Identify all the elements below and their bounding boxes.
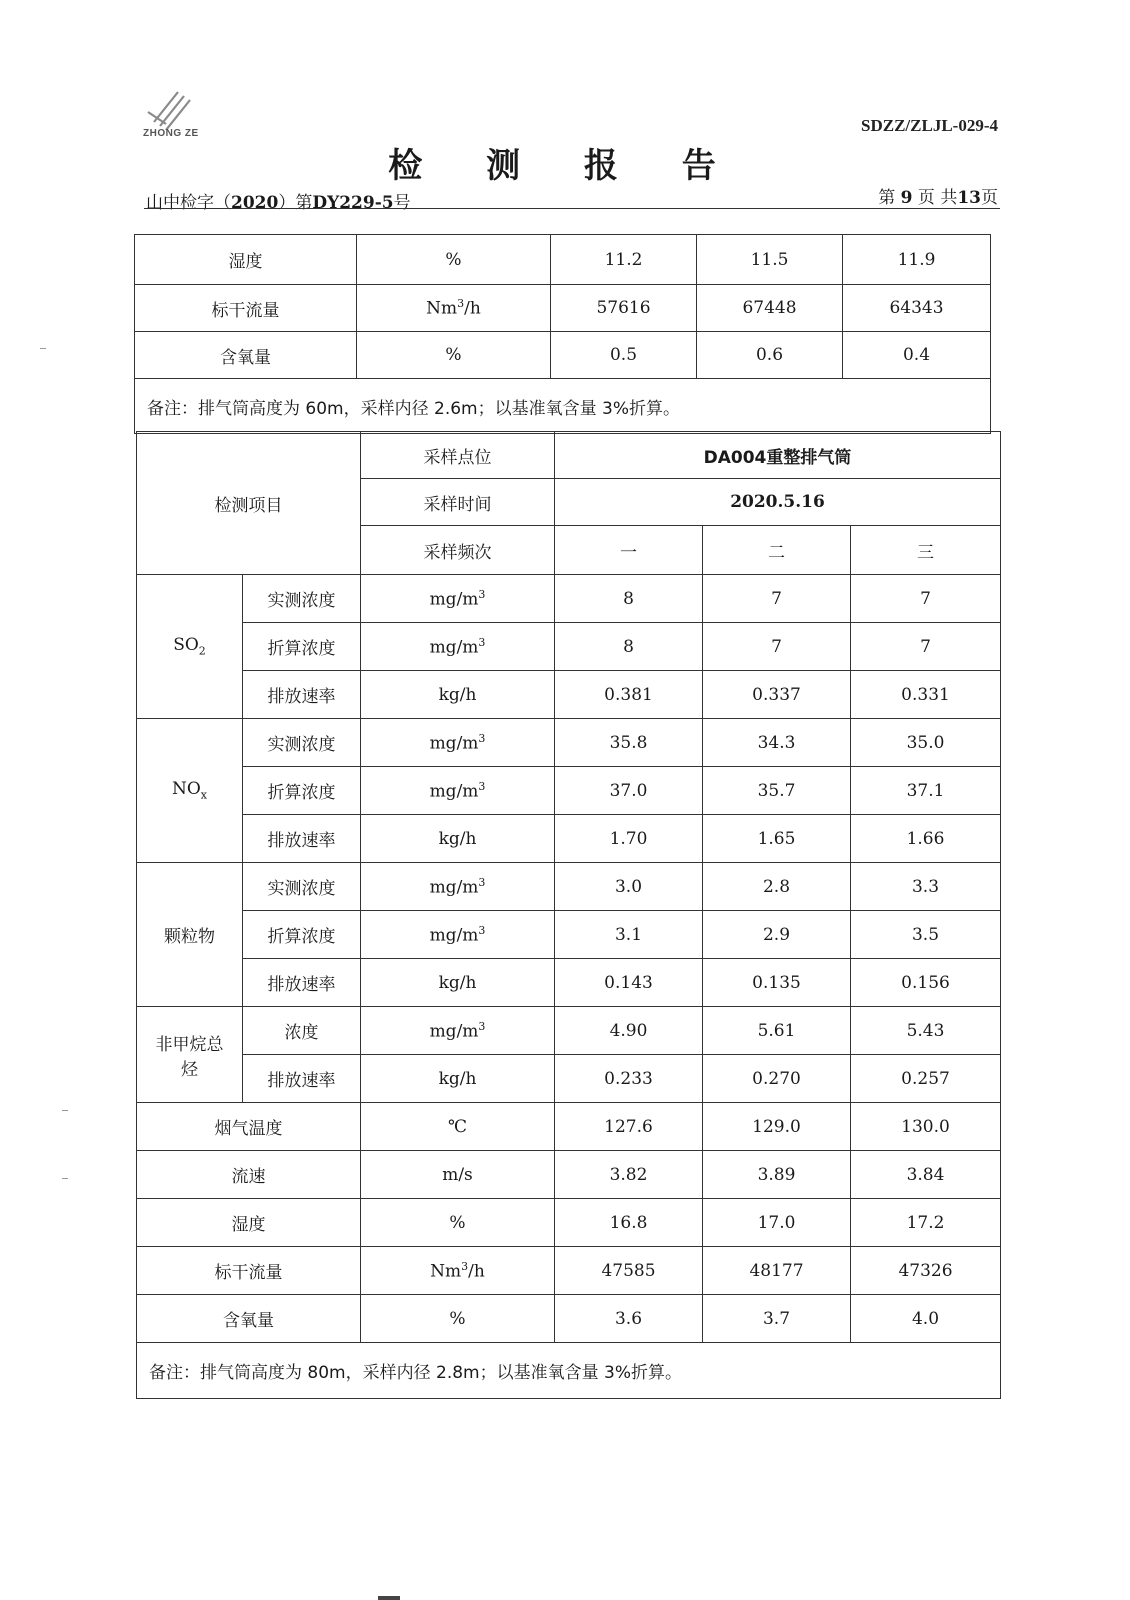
point-label: 采样点位 [361, 432, 555, 479]
freq-1: 一 [555, 526, 703, 575]
table-row [137, 1343, 1001, 1399]
value-cell: 3.82 [555, 1151, 703, 1199]
metric-label: 排放速率 [243, 671, 361, 719]
value-cell: 35.8 [555, 719, 703, 767]
table-note: 备注：排气筒高度为 80m，采样内径 2.8m；以基准氧含量 3%折算。 [137, 1343, 1001, 1399]
value-cell: 2.9 [703, 911, 851, 959]
value-cell: 0.4 [843, 332, 991, 379]
value-cell: 4.0 [851, 1295, 1001, 1343]
table-row [137, 575, 1001, 623]
unit-cell: $mg/m^3$ [361, 863, 555, 911]
value-cell: 3.6 [555, 1295, 703, 1343]
main-results-table [136, 431, 1001, 1399]
table-row [135, 379, 991, 434]
unit-cell: kg/h [361, 1055, 555, 1103]
value-cell: 8 [555, 623, 703, 671]
table-row [137, 1103, 1001, 1151]
value-cell: 0.270 [703, 1055, 851, 1103]
table-row [137, 863, 1001, 911]
value-cell: 0.233 [555, 1055, 703, 1103]
metric-label: 排放速率 [243, 1055, 361, 1103]
group-name-nox: $NO_x$ [137, 719, 243, 863]
value-cell: 3.1 [555, 911, 703, 959]
metric-label: 折算浓度 [243, 767, 361, 815]
value-cell: 1.70 [555, 815, 703, 863]
value-cell: 1.66 [851, 815, 1001, 863]
unit-cell: m/s [361, 1151, 555, 1199]
table-row [137, 1007, 1001, 1055]
value-cell: 0.5 [551, 332, 697, 379]
value-cell: 3.84 [851, 1151, 1001, 1199]
unit-cell: % [361, 1199, 555, 1247]
metric-label: 排放速率 [243, 815, 361, 863]
param-label: 标干流量 [137, 1247, 361, 1295]
value-cell: 17.0 [703, 1199, 851, 1247]
param-label: 含氧量 [137, 1295, 361, 1343]
value-cell: 67448 [697, 285, 843, 332]
table-row [135, 235, 991, 285]
value-cell: 3.89 [703, 1151, 851, 1199]
value-cell: 16.8 [555, 1199, 703, 1247]
unit-cell: $mg/m^3$ [361, 1007, 555, 1055]
value-cell: 5.61 [703, 1007, 851, 1055]
param-label: 含氧量 [135, 332, 357, 379]
value-cell: 2.8 [703, 863, 851, 911]
header-divider [144, 208, 1000, 209]
document-code: SDZZ/ZLJL-029-4 [861, 116, 998, 135]
metric-label: 折算浓度 [243, 623, 361, 671]
unit-cell: % [361, 1295, 555, 1343]
value-cell: 11.5 [697, 235, 843, 285]
table-row [137, 719, 1001, 767]
value-cell: 11.9 [843, 235, 991, 285]
value-cell: 3.7 [703, 1295, 851, 1343]
value-cell: 0.135 [703, 959, 851, 1007]
table-row [137, 623, 1001, 671]
logo-text: ZHONG ZE [143, 128, 199, 139]
value-cell: 35.7 [703, 767, 851, 815]
time-label: 采样时间 [361, 479, 555, 526]
value-cell: 57616 [551, 285, 697, 332]
point-value: DA004重整排气筒 [555, 432, 1001, 479]
unit-cell: $mg/m^3$ [361, 911, 555, 959]
freq-label: 采样频次 [361, 526, 555, 575]
scan-mark [62, 1110, 68, 1111]
value-cell: 7 [851, 575, 1001, 623]
value-cell: 130.0 [851, 1103, 1001, 1151]
metric-label: 折算浓度 [243, 911, 361, 959]
freq-2: 二 [703, 526, 851, 575]
metric-label: 实测浓度 [243, 719, 361, 767]
scan-mark [40, 348, 46, 349]
value-cell: 8 [555, 575, 703, 623]
unit-cell: kg/h [361, 959, 555, 1007]
value-cell: 3.3 [851, 863, 1001, 911]
value-cell: 0.257 [851, 1055, 1001, 1103]
value-cell: 4.90 [555, 1007, 703, 1055]
value-cell: 0.143 [555, 959, 703, 1007]
table-row [135, 332, 991, 379]
value-cell: 64343 [843, 285, 991, 332]
value-cell: 0.156 [851, 959, 1001, 1007]
table-row [137, 959, 1001, 1007]
value-cell: 3.5 [851, 911, 1001, 959]
param-label: 烟气温度 [137, 1103, 361, 1151]
item-header: 检测项目 [137, 432, 361, 575]
value-cell: 127.6 [555, 1103, 703, 1151]
scan-mark [62, 1178, 68, 1179]
value-cell: 0.337 [703, 671, 851, 719]
metric-label: 实测浓度 [243, 575, 361, 623]
value-cell: 7 [851, 623, 1001, 671]
unit-cell: Nm$^3$/h [361, 1247, 555, 1295]
value-cell: 37.0 [555, 767, 703, 815]
table-row [137, 911, 1001, 959]
value-cell: 129.0 [703, 1103, 851, 1151]
metric-label: 浓度 [243, 1007, 361, 1055]
value-cell: 47585 [555, 1247, 703, 1295]
unit-cell: kg/h [361, 671, 555, 719]
param-label: 流速 [137, 1151, 361, 1199]
unit-cell: Nm$^3$/h [357, 285, 551, 332]
page-title: 检 测 报 告 [388, 146, 742, 186]
unit-cell: $mg/m^3$ [361, 575, 555, 623]
value-cell: 0.331 [851, 671, 1001, 719]
table-row [137, 1055, 1001, 1103]
param-label: 湿度 [135, 235, 357, 285]
report-number: 山中检字（2020）第DY229-5号 [146, 193, 411, 213]
value-cell: 3.0 [555, 863, 703, 911]
unit-cell: % [357, 332, 551, 379]
value-cell: 0.6 [697, 332, 843, 379]
group-name-nmhc: 非甲烷总 烃 [137, 1007, 243, 1103]
unit-cell: $mg/m^3$ [361, 767, 555, 815]
group-name-particulate: 颗粒物 [137, 863, 243, 1007]
table-row [137, 1199, 1001, 1247]
param-label: 标干流量 [135, 285, 357, 332]
value-cell: 7 [703, 623, 851, 671]
value-cell: 34.3 [703, 719, 851, 767]
param-label: 湿度 [137, 1199, 361, 1247]
value-cell: 37.1 [851, 767, 1001, 815]
freq-3: 三 [851, 526, 1001, 575]
group-name-so2: $SO_2$ [137, 575, 243, 719]
unit-cell: $mg/m^3$ [361, 623, 555, 671]
unit-cell: ℃ [361, 1103, 555, 1151]
unit-cell: kg/h [361, 815, 555, 863]
value-cell: 17.2 [851, 1199, 1001, 1247]
unit-cell: % [357, 235, 551, 285]
metric-label: 实测浓度 [243, 863, 361, 911]
value-cell: 48177 [703, 1247, 851, 1295]
value-cell: 0.381 [555, 671, 703, 719]
table-note: 备注：排气筒高度为 60m，采样内径 2.6m；以基准氧含量 3%折算。 [135, 379, 991, 434]
top-continuation-table [134, 234, 991, 434]
value-cell: 35.0 [851, 719, 1001, 767]
value-cell: 5.43 [851, 1007, 1001, 1055]
table-row [137, 767, 1001, 815]
scan-mark [378, 1596, 400, 1600]
table-row [137, 815, 1001, 863]
value-cell: 7 [703, 575, 851, 623]
value-cell: 47326 [851, 1247, 1001, 1295]
table-row [137, 432, 1001, 479]
table-row [137, 1295, 1001, 1343]
table-row [137, 1151, 1001, 1199]
table-row [135, 285, 991, 332]
page-number: 第 9 页 共13页 [878, 188, 998, 208]
value-cell: 11.2 [551, 235, 697, 285]
time-value: 2020.5.16 [555, 479, 1001, 526]
table-row [137, 671, 1001, 719]
unit-cell: $mg/m^3$ [361, 719, 555, 767]
table-row [137, 1247, 1001, 1295]
metric-label: 排放速率 [243, 959, 361, 1007]
value-cell: 1.65 [703, 815, 851, 863]
